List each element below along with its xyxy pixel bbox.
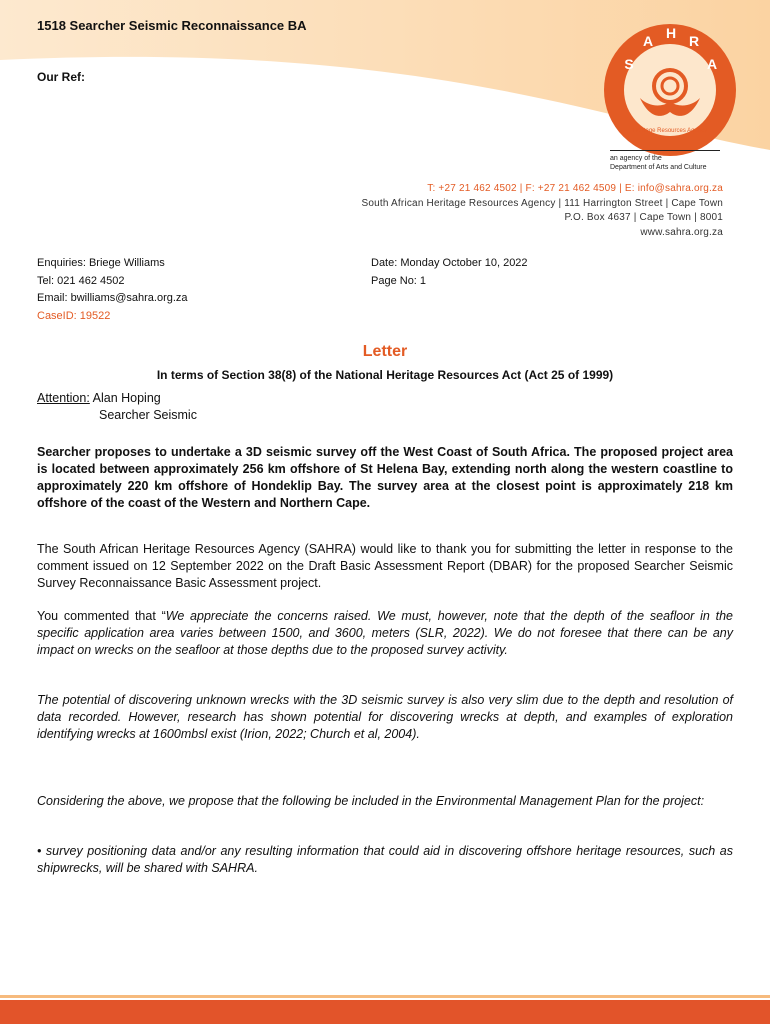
enquiries-block (37, 255, 188, 325)
case-id: CaseID: 19522 (37, 309, 111, 322)
attention-block (37, 390, 197, 424)
summary-paragraph: Searcher proposes to undertake a 3D seismic survey off the West Coast of South Africa. The proposed project area is located between approximately 256 km offshore of St Helena Bay, extending north along the western coastline to approximately 220 km offshore of Hondeklip Bay. The survey area at the closest point is approximately 218 km offshore of the coast of the Western and Northern Cape. (37, 445, 733, 510)
agency-caption (610, 150, 722, 172)
attention-org: Searcher Seismic (99, 408, 197, 422)
enquiries-name: Enquiries: Briege Williams (37, 257, 165, 269)
contact-address-line: South African Heritage Resources Agency | 111 Harrington Street | Cape Town (361, 197, 723, 209)
logo-letter: A (706, 56, 718, 72)
attention-label: Attention: (37, 391, 90, 405)
contact-block (320, 182, 723, 240)
sahra-logo (600, 20, 740, 160)
quoted-comment-paragraph (37, 608, 733, 659)
proposal-bullet: • survey positioning data and/or any resulting information that could aid in discovering offshore heritage resources, such as shipwrecks, will be shared with SAHRA. (37, 844, 733, 875)
enquiries-email[interactable]: Email: bwilliams@sahra.org.za (37, 292, 188, 304)
agency-line: an agency of the (610, 155, 662, 162)
agency-rule (610, 150, 720, 151)
footer-bar (0, 1000, 770, 1024)
act-section-heading: In terms of Section 38(8) of the National Heritage Resources Act (Act 25 of 1999) (156, 368, 614, 382)
letter-date: Date: Monday October 10, 2022 (371, 257, 528, 269)
logo-letter: A (642, 33, 654, 49)
logo-inner-text: Heritage Resources Agency (632, 128, 708, 134)
our-reference-label: Our Ref: (37, 70, 85, 84)
contact-phone-line: T: +27 21 462 4502 | F: +27 21 462 4509 | E: info@sahra.org.za (427, 183, 723, 194)
logo-letter: S (624, 56, 634, 72)
meta-block (371, 255, 528, 290)
quote-text: We appreciate the concerns raised. We must, however, note that the depth of the seafloor in the specific application area varies between 1500, and 3600, meters (SLR, 2022). We do not foresee that there can be any impact on wrecks on the seafloor at those depths due to the proposed survey activity. (37, 609, 733, 657)
letter-heading: Letter (362, 343, 408, 360)
proposal-paragraph: Considering the above, we propose that the following be included in the Environmental Management Plan for the project: (37, 794, 705, 808)
contact-website[interactable]: www.sahra.org.za (640, 226, 723, 238)
logo-letter: H (665, 25, 677, 41)
agency-department: Department of Arts and Culture (610, 164, 707, 171)
document-title: 1518 Searcher Seismic Reconnaissance BA (37, 18, 307, 33)
body-paragraph: The South African Heritage Resources Agency (SAHRA) would like to thank you for submitting the letter in response to the comment issued on 12 September 2022 on the Draft Basic Assessment Report (DBAR) for the proposed Searcher Seismic Survey Reconnaissance Basic Assessment project. (37, 542, 733, 590)
quoted-comment-continued: The potential of discovering unknown wrecks with the 3D seismic survey is also very slim due to the depth and resolution of data recorded. However, research has shown potential for discovering wrecks at depth, and examples of exploration identifying wrecks at 1600mbsl exist (Irion, 2022; Church et al, 2004). (37, 693, 733, 741)
quote-lead: You commented that “ (37, 609, 166, 623)
enquiries-tel: Tel: 021 462 4502 (37, 274, 125, 287)
contact-po-box: P.O. Box 4637 | Cape Town | 8001 (564, 212, 723, 223)
footer-line (0, 995, 770, 998)
logo-letter: R (688, 33, 700, 49)
attention-name: Alan Hoping (92, 391, 161, 405)
page-number: Page No: 1 (371, 274, 427, 287)
